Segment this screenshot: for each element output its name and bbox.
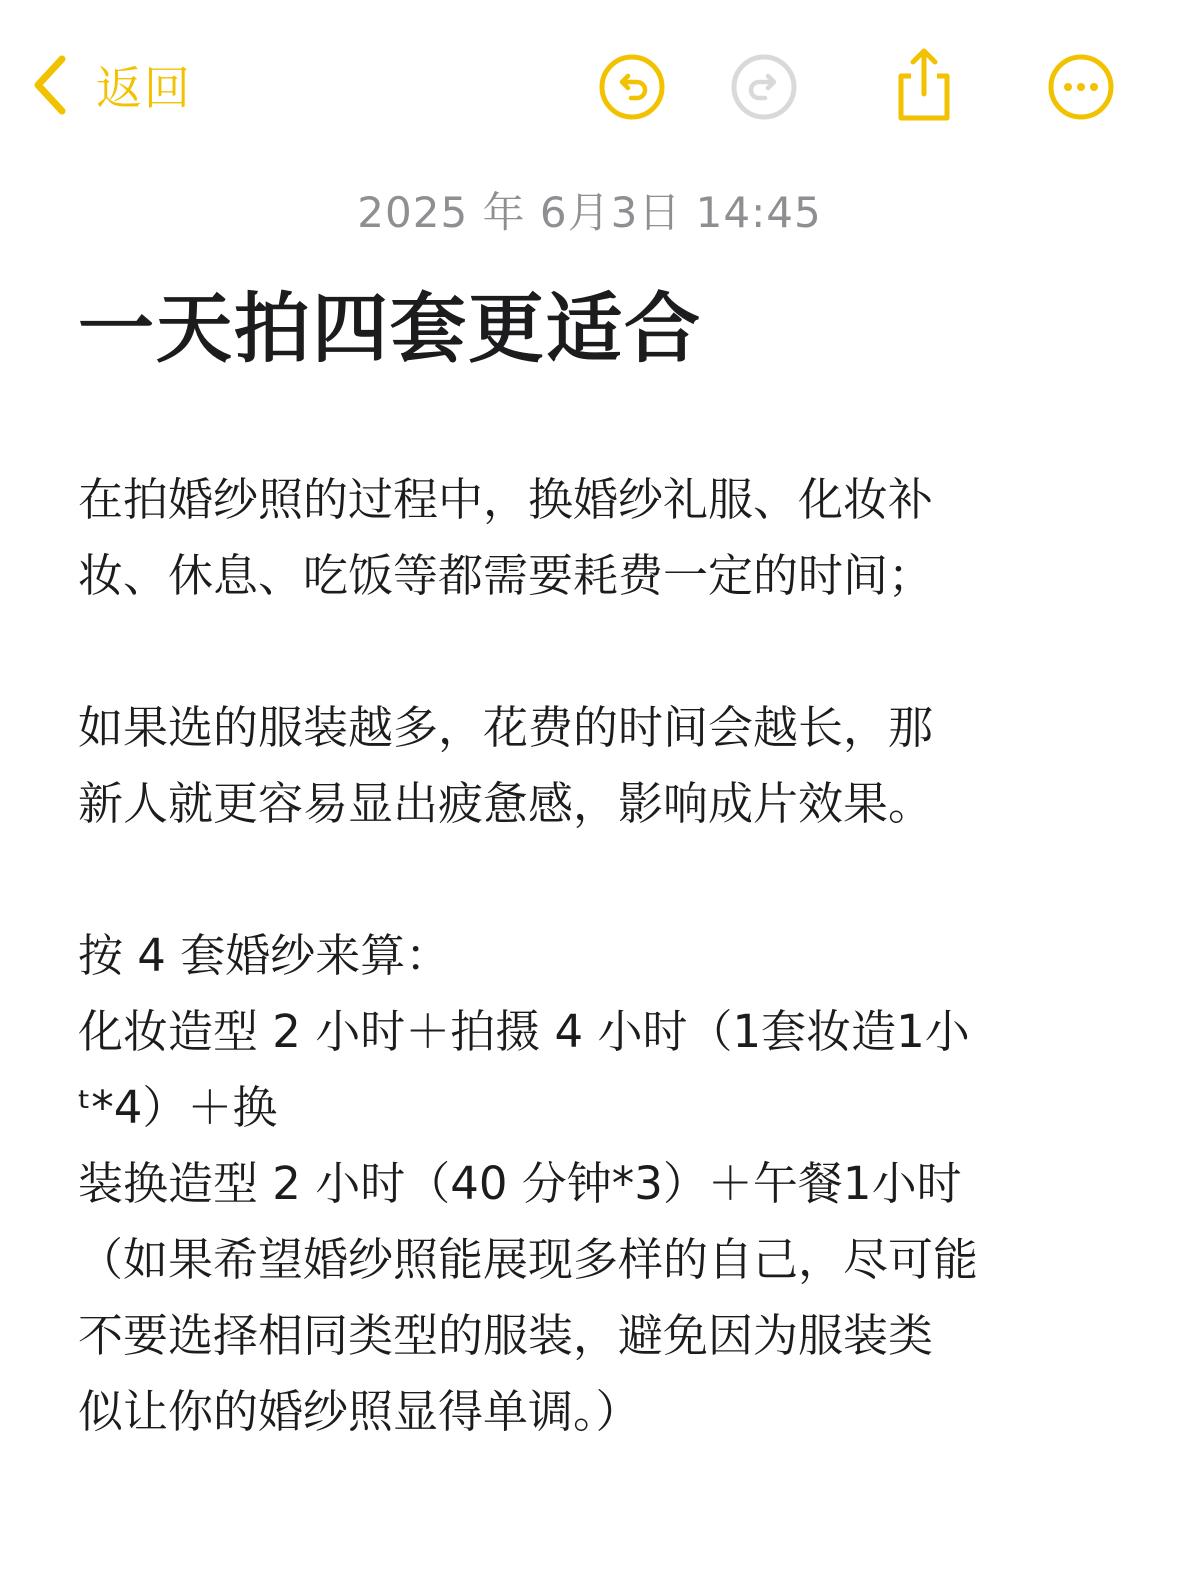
text-line: 化妆造型 2 小时＋拍摄 4 小时（1套妆造1小 [78,1005,970,1058]
note-timestamp: 2025 年 6月3日 14:45 [357,188,822,237]
undo-button[interactable] [597,52,667,122]
text-line: 在拍婚纱照的过程中，换婚纱礼服、化妆补 [78,473,934,526]
back-label: 返回 [96,61,192,115]
more-button[interactable] [1046,52,1116,122]
text-line: 妆、休息、吃饭等都需要耗费一定的时间； [78,549,934,602]
text-line: 不要选择相同类型的服装，避免因为服装类 [78,1309,934,1362]
text-line: 如果选的服装越多，花费的时间会越长，那 [78,701,934,754]
redo-icon [729,52,799,122]
text-line: 装换造型 2 小时（40 分钟*3）＋午餐1小时 [78,1157,962,1210]
paragraph [78,918,1088,1450]
redo-button[interactable] [729,52,799,122]
paragraph [78,690,1088,842]
note-title[interactable]: 一天拍四套更适合 [78,284,702,373]
share-icon [889,46,959,124]
note-body[interactable] [78,462,1088,1450]
text-line: （如果希望婚纱照能展现多样的自己，尽可能 [78,1233,979,1286]
blank-line [78,614,1088,690]
paragraph [78,462,1088,614]
more-icon [1046,52,1116,122]
blank-line [78,842,1088,918]
text-line: 新人就更容易显出疲惫感，影响成片效果。 [78,777,934,830]
text-line: 按 4 套婚纱来算： [78,929,451,982]
navigation-bar [0,0,1179,170]
back-button[interactable] [30,50,192,120]
share-button[interactable] [889,46,959,116]
undo-icon [597,52,667,122]
text-line: ᵗ*4）＋换 [78,1081,278,1134]
text-line: 似让你的婚纱照显得单调。） [78,1385,641,1438]
chevron-left-icon [30,53,70,117]
